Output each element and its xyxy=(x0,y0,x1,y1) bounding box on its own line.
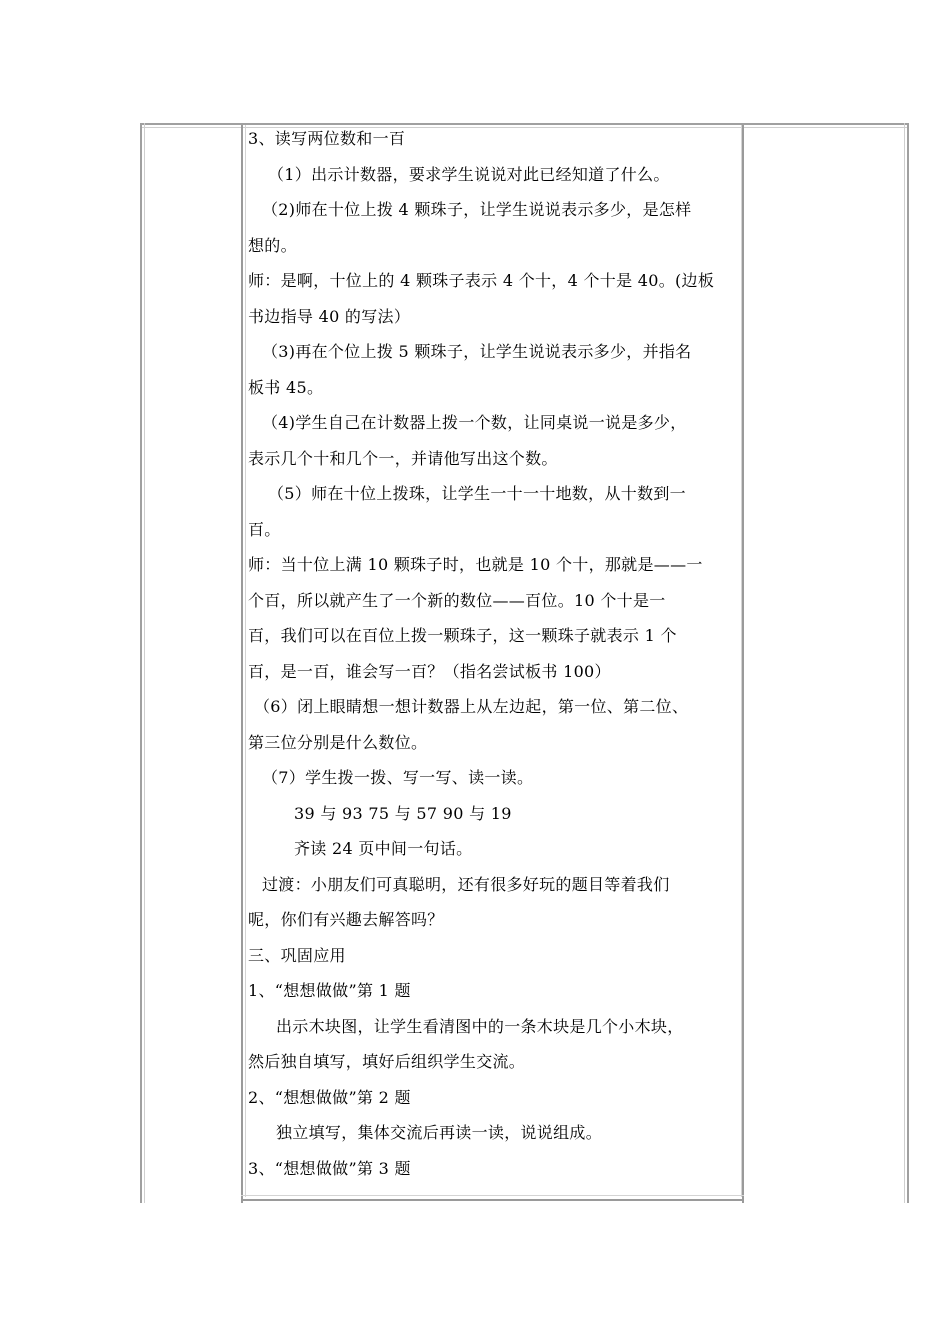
text-line: 书边指导 40 的写法） xyxy=(248,306,411,326)
text-line: 3、“想想做做”第 3 题 xyxy=(248,1158,411,1178)
text-line: 个百，所以就产生了一个新的数位——百位。10 个十是一 xyxy=(248,590,666,610)
text-line: 三、巩固应用 xyxy=(248,945,346,965)
text-line: 齐读 24 页中间一句话。 xyxy=(294,839,473,858)
text-line: （3)再在个位上拨 5 颗珠子，让学生说说表示多少，并指名 xyxy=(262,342,692,361)
text-line: （6）闭上眼睛想一想计数器上从左边起，第一位、第二位、 xyxy=(254,697,689,716)
text-line: （7）学生拨一拨、写一写、读一读。 xyxy=(262,768,534,787)
text-line: （4)学生自己在计数器上拨一个数，让同桌说一说是多少， xyxy=(262,413,687,432)
text-line: 百，我们可以在百位上拨一颗珠子，这一颗珠子就表示 1 个 xyxy=(248,626,677,645)
text-line: 3、读写两位数和一百 xyxy=(248,129,406,148)
text-line: 39 与 93 75 与 57 90 与 19 xyxy=(294,803,512,823)
text-line: 2、“想想做做”第 2 题 xyxy=(248,1087,411,1107)
text-line: 师：当十位上满 10 颗珠子时，也就是 10 个十，那就是——一 xyxy=(248,555,703,574)
text-line: 百，是一百，谁会写一百？（指名尝试板书 100） xyxy=(248,661,611,681)
text-line: 表示几个十和几个一，并请他写出这个数。 xyxy=(248,448,558,468)
text-line: （1）出示计数器，要求学生说说对此已经知道了什么。 xyxy=(268,164,670,184)
table-right-border xyxy=(904,123,909,1203)
text-line: （2)师在十位上拨 4 颗珠子，让学生说说表示多少，是怎样 xyxy=(262,200,692,219)
text-line: 出示木块图，让学生看清图中的一条木块是几个小木块， xyxy=(276,1016,684,1036)
text-line: 第三位分别是什么数位。 xyxy=(248,732,428,752)
text-line: 百。 xyxy=(248,519,281,539)
text-line: 想的。 xyxy=(248,235,297,255)
text-line: 板书 45。 xyxy=(248,377,324,397)
text-line: （5）师在十位上拨珠，让学生一十一十地数，从十数到一 xyxy=(268,484,686,503)
text-line: 然后独自填写，填好后组织学生交流。 xyxy=(248,1052,526,1071)
text-line: 1、“想想做做”第 1 题 xyxy=(248,981,411,1000)
text-line: 师：是啊，十位上的 4 颗珠子表示 4 个十，4 个十是 40。(边板 xyxy=(248,271,715,290)
content-cell-bottom-border xyxy=(241,1195,744,1201)
table-left-border xyxy=(140,123,145,1203)
text-line: 独立填写，集体交流后再读一读，说说组成。 xyxy=(276,1123,603,1142)
text-line: 呢，你们有兴趣去解答吗？ xyxy=(248,910,444,929)
text-line: 过渡：小朋友们可真聪明，还有很多好玩的题目等着我们 xyxy=(262,874,670,894)
